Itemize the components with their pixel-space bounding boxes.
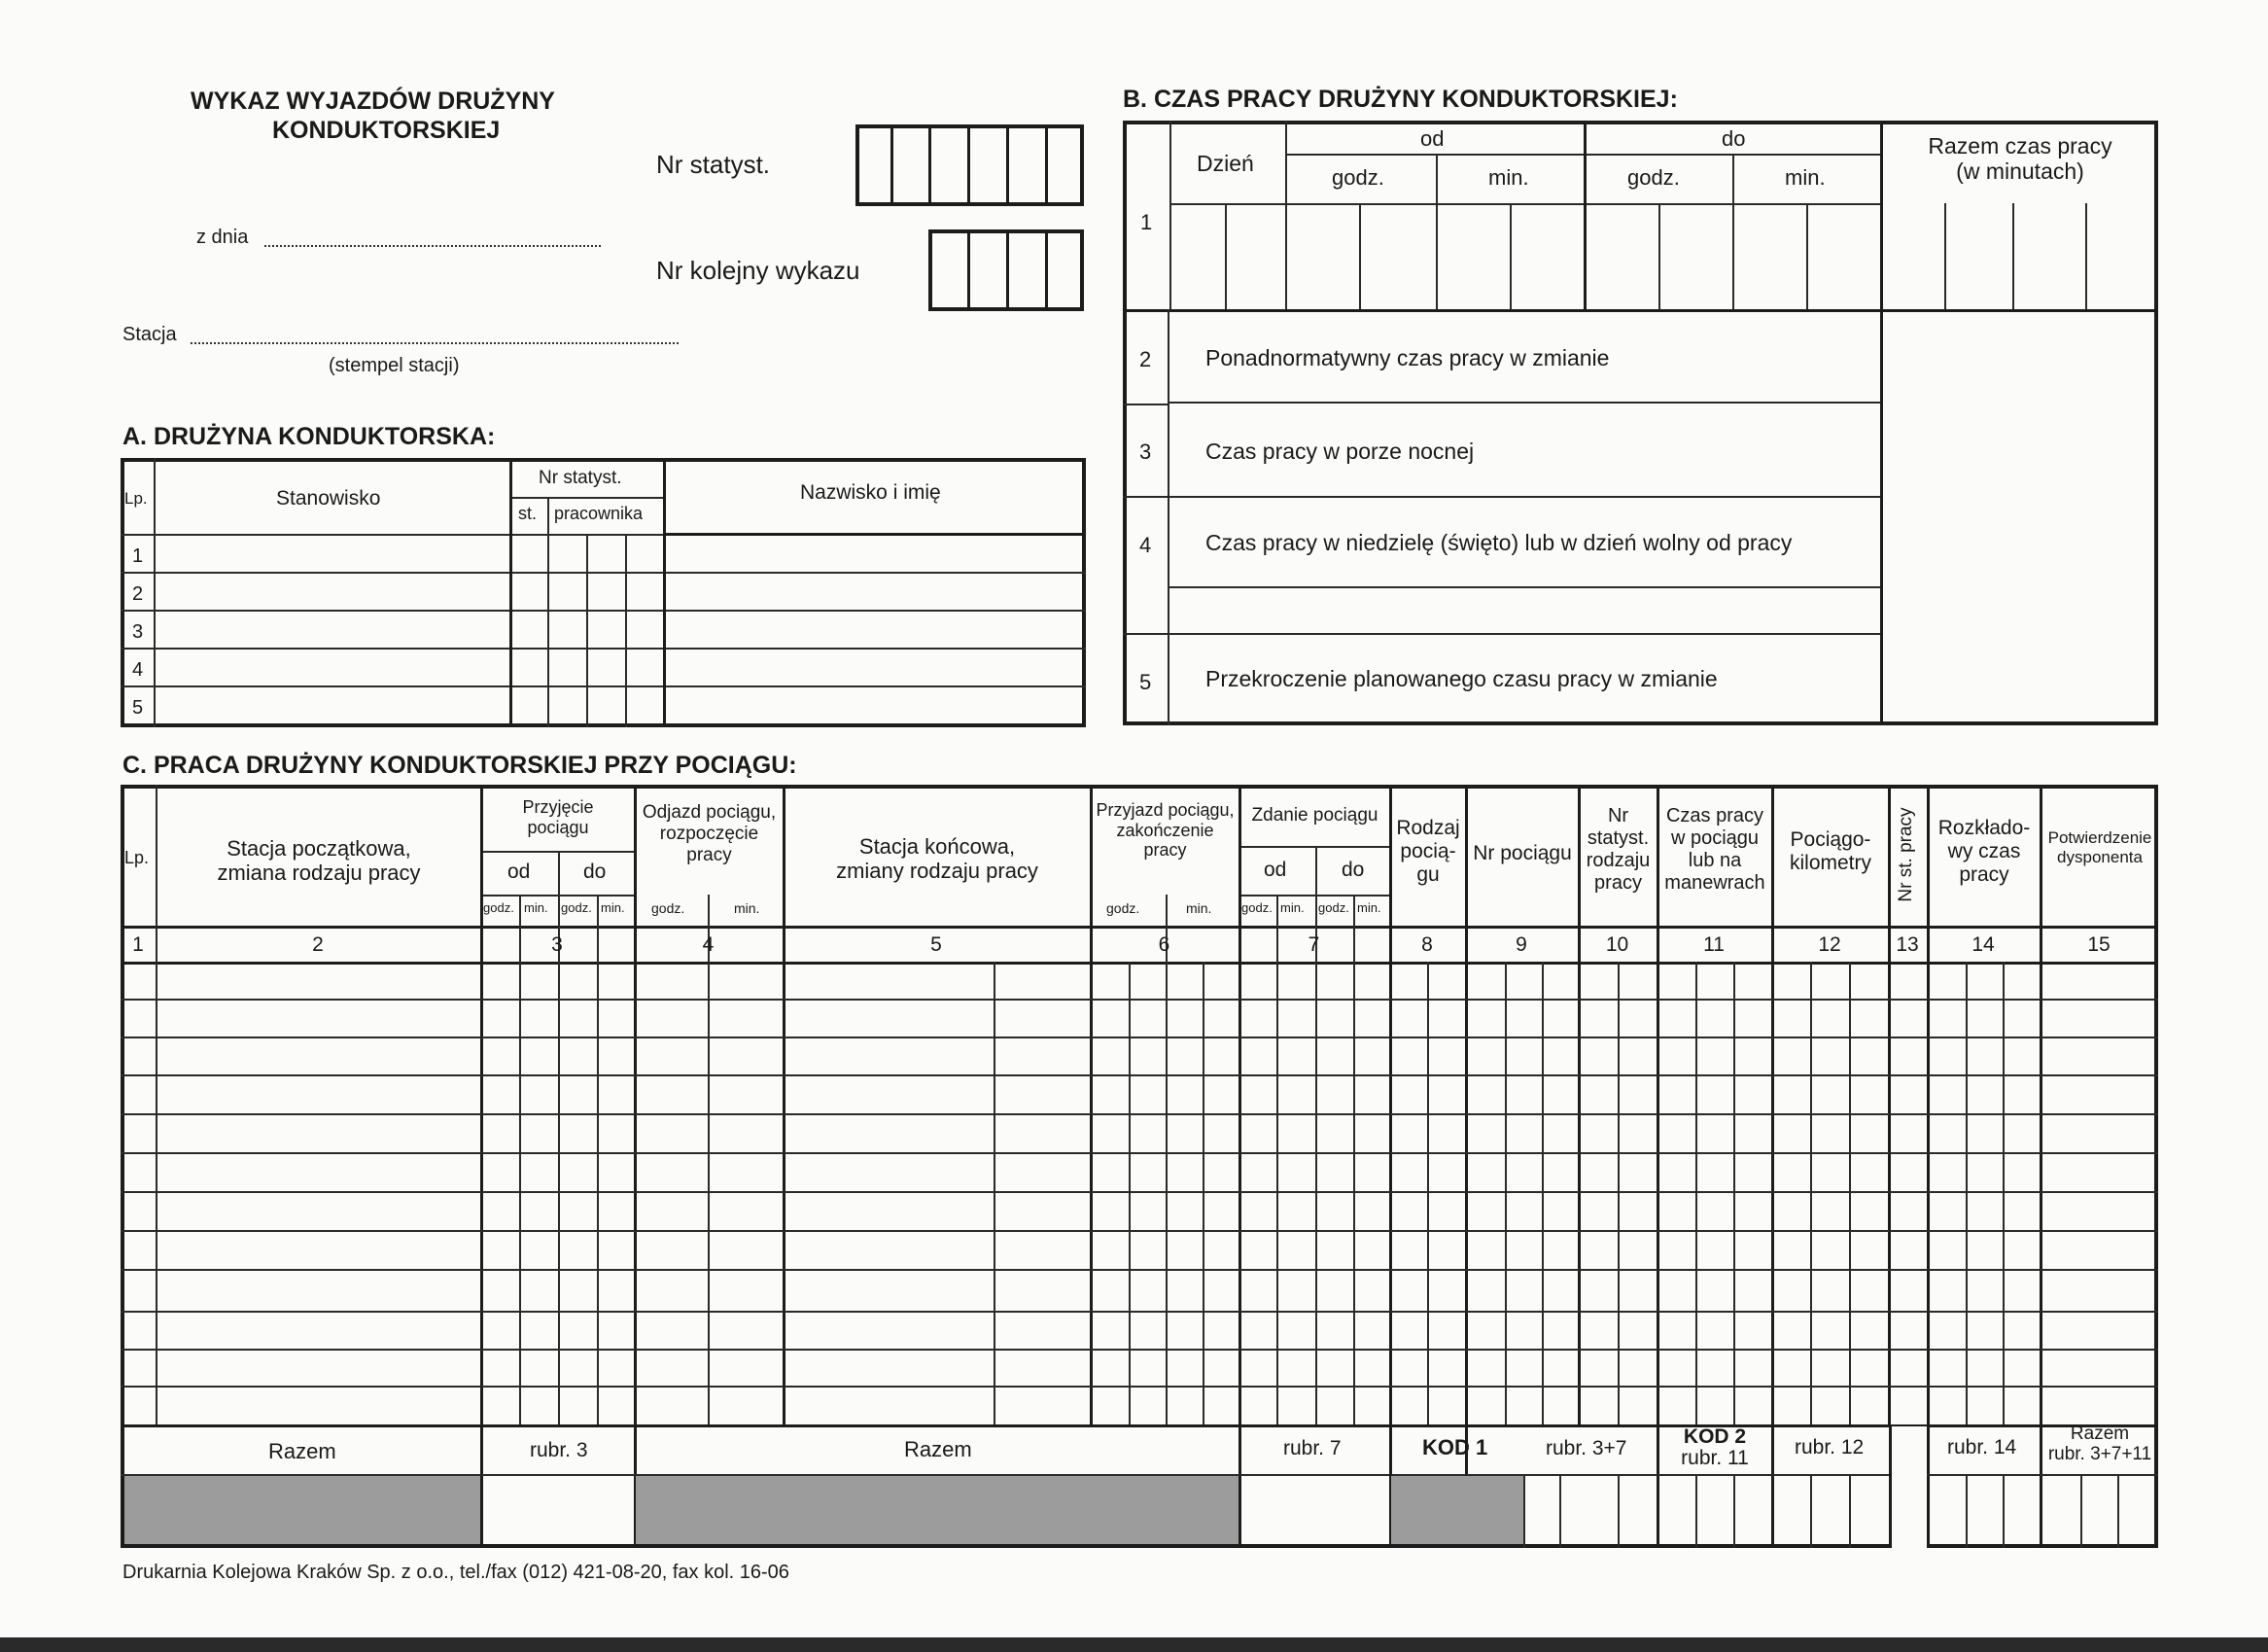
c-rubr37-label: rubr. 3+7 <box>1546 1437 1627 1459</box>
c-stacja-konc-line: zmiany rodzaju pracy <box>836 859 1038 884</box>
divider <box>121 1269 2158 1271</box>
c-rozklad-line: wy czas <box>1947 840 2021 863</box>
c-colnum: 2 <box>312 933 324 956</box>
divider <box>1285 121 1287 311</box>
c-przyjecie-header <box>482 797 634 837</box>
divider <box>1944 203 1946 311</box>
c-czas-man-line: w pociągu <box>1670 827 1760 849</box>
nr-statyst-label: Nr statyst. <box>656 150 771 179</box>
c-stacja-konc-header <box>785 834 1090 884</box>
c-rubr11-label: rubr. 11 <box>1681 1447 1749 1470</box>
c-colnum: 1 <box>132 933 144 956</box>
c-nr-statyst-line: rodzaju <box>1586 850 1651 871</box>
c-potw-line: Potwierdzenie <box>2047 828 2152 847</box>
c-przyjazd-line: zakończenie <box>1116 820 1214 840</box>
divider <box>121 926 2158 929</box>
divider <box>967 124 970 206</box>
divider <box>547 497 549 727</box>
b-row-num: 4 <box>1139 533 1152 557</box>
divider <box>665 533 1086 536</box>
section-a-title: A. DRUŻYNA KONDUKTORSKA: <box>122 423 496 450</box>
b-razem-line1: Razem czas pracy <box>1928 133 2112 158</box>
divider <box>1168 309 1169 725</box>
divider <box>121 1230 2158 1232</box>
c-rubr7-label: rubr. 7 <box>1283 1437 1342 1459</box>
c-razem3-label: Razem <box>2070 1424 2130 1444</box>
c-przyjecie-line: pociągu <box>527 817 589 837</box>
a-row-num: 1 <box>132 545 144 567</box>
c-colnum: 12 <box>1818 933 1841 956</box>
c-colnum: 8 <box>1421 933 1433 956</box>
divider <box>1559 1474 1561 1548</box>
divider <box>597 895 599 1426</box>
c-colnum: 5 <box>930 933 942 956</box>
divider <box>1806 203 1808 311</box>
divider <box>1129 962 1131 1426</box>
shaded-cell <box>636 1476 1239 1544</box>
c-nr-st-pracy-header: Nr st. pracy <box>1896 807 1916 902</box>
c-min-label: min. <box>1357 900 1381 915</box>
a-nr-statyst-header: Nr statyst. <box>539 468 622 488</box>
stacja-label: Stacja <box>122 324 177 345</box>
c-colnum: 4 <box>702 933 715 956</box>
c-godz-label: godz. <box>651 900 685 916</box>
c-nr-pociagu-header <box>1467 842 1578 865</box>
divider <box>121 1191 2158 1193</box>
divider <box>121 999 2158 1001</box>
c-colnum: 11 <box>1703 933 1725 956</box>
divider <box>663 458 666 727</box>
divider <box>1695 962 1697 1426</box>
c-czas-man-line: manewrach <box>1664 872 1765 894</box>
c-odjazd-line: Odjazd pociągu, <box>642 802 777 823</box>
c-stacja-konc-line: Stacja końcowa, <box>858 834 1016 859</box>
divider <box>2012 203 2014 311</box>
c-km-header <box>1773 828 1888 875</box>
b-row-label: Ponadnormatywny czas pracy w zmianie <box>1205 345 1610 370</box>
title-line2: KONDUKTORSKIEJ <box>272 117 501 144</box>
divider <box>634 785 637 1548</box>
divider <box>1465 785 1468 1548</box>
c-colnum: 13 <box>1896 933 1919 956</box>
c-kod1-label: KOD 1 <box>1422 1435 1488 1459</box>
c-przyjazd-line: pracy <box>1143 840 1187 861</box>
c-colnum: 3 <box>551 933 563 956</box>
c-colnum: 14 <box>1971 933 1995 956</box>
c-lp-header: Lp. <box>124 848 150 867</box>
c-rodzaj-line: pocią- <box>1400 840 1456 863</box>
divider <box>1006 124 1009 206</box>
c-km-line: kilometry <box>1789 852 1871 875</box>
stempel-label: (stempel stacji) <box>329 355 460 376</box>
c-colnum: 9 <box>1516 933 1527 956</box>
divider <box>1618 962 1620 1426</box>
divider <box>1849 1474 1851 1548</box>
b-godz-header: godz. <box>1627 165 1680 190</box>
divider <box>1353 895 1355 1426</box>
b-min-header: min. <box>1488 165 1529 190</box>
divider <box>121 962 2158 965</box>
c-przyjecie-line: Przyjęcie <box>522 797 594 817</box>
divider <box>121 1349 2158 1351</box>
c-razem2-label: Razem <box>904 1437 972 1461</box>
divider <box>1542 962 1544 1426</box>
divider <box>121 1037 2158 1038</box>
a-lp-header: Lp. <box>124 489 148 508</box>
divider <box>2003 1474 2005 1548</box>
divider <box>1006 229 1009 311</box>
divider <box>1510 203 1512 311</box>
c-colnum: 7 <box>1308 933 1320 956</box>
divider <box>1168 586 1880 588</box>
divider <box>121 1311 2158 1313</box>
divider <box>121 1386 2158 1388</box>
c-godz-label: godz. <box>1241 900 1273 915</box>
divider <box>1285 154 1880 156</box>
a-row-num: 5 <box>132 697 144 719</box>
nr-kolejny-label: Nr kolejny wykazu <box>656 256 860 285</box>
divider <box>1276 962 1278 1426</box>
c-zdanie-line: Zdanie pociągu <box>1251 805 1378 826</box>
z-dnia-label: z dnia <box>196 227 249 248</box>
divider <box>1045 124 1048 206</box>
divider <box>2003 962 2005 1426</box>
section-b-title: B. CZAS PRACY DRUŻYNY KONDUKTORSKIEJ: <box>1123 86 1678 113</box>
divider <box>1888 785 1891 1426</box>
shaded-cell <box>1892 1426 1927 1548</box>
b-row-num: 3 <box>1139 439 1152 464</box>
divider <box>121 572 1086 574</box>
scan-edge <box>0 1637 2268 1652</box>
c-rodzaj-line: Rodzaj <box>1396 817 1460 839</box>
divider <box>1927 785 1930 1548</box>
divider <box>1733 1474 1735 1548</box>
divider <box>1123 309 2158 312</box>
c-nr-statyst-line: pracy <box>1594 872 1642 894</box>
a-row-num: 2 <box>132 583 144 605</box>
divider <box>967 229 970 311</box>
c-razem3-cell <box>2041 1424 2158 1465</box>
c-rubr3711-label: rubr. 3+7+11 <box>2047 1443 2152 1464</box>
divider <box>928 124 931 206</box>
divider <box>586 534 588 727</box>
c-min-label: min. <box>1186 900 1212 916</box>
divider <box>1225 203 1227 311</box>
divider <box>1169 203 1880 205</box>
divider <box>1169 121 1171 311</box>
c-stacja-pocz-header <box>157 836 480 886</box>
c-potw-line: dysponenta <box>2057 847 2143 866</box>
divider <box>1166 895 1168 1426</box>
section-c-title: C. PRACA DRUŻYNY KONDUKTORSKIEJ PRZY POCIĄGU: <box>122 752 797 779</box>
c-czas-man-line: Czas pracy <box>1665 805 1764 826</box>
divider <box>1849 962 1851 1426</box>
divider <box>121 1424 2158 1427</box>
a-st-header: st. <box>518 504 538 523</box>
c-godz-label: godz. <box>1318 900 1349 915</box>
c-zdanie-header <box>1240 805 1389 826</box>
c-min-label: min. <box>1280 900 1305 915</box>
divider <box>480 785 483 1548</box>
divider <box>509 458 512 727</box>
c-rodzaj-line: gu <box>1416 863 1440 887</box>
divider <box>1523 1474 1525 1548</box>
c-rozklad-line: pracy <box>1959 863 2009 887</box>
divider <box>1090 785 1093 1426</box>
divider <box>519 895 521 1426</box>
divider <box>154 458 156 727</box>
c-rubr14-label: rubr. 14 <box>1947 1436 2017 1459</box>
c-nr-statyst-line: statyst. <box>1587 827 1650 849</box>
divider <box>1436 154 1438 311</box>
b-dzien-header: Dzień <box>1197 151 1254 176</box>
c-stacja-pocz-line: Stacja początkowa, <box>227 836 411 861</box>
shaded-cell <box>1391 1476 1523 1544</box>
divider <box>625 534 627 727</box>
c-od-label: od <box>507 861 531 883</box>
b-row-label: Przekroczenie planowanego czasu pracy w zmianie <box>1205 666 1718 691</box>
divider <box>121 685 1086 687</box>
c-min-label: min. <box>601 900 625 915</box>
c-rozklad-line: Rozkłado- <box>1937 817 2031 839</box>
c-rozklad-header <box>1929 817 2040 887</box>
section-c-table <box>121 785 2158 1548</box>
title-line1: WYKAZ WYJAZDÓW DRUŻYNY <box>191 88 555 115</box>
c-kod2-label: KOD 2 <box>1683 1425 1747 1448</box>
divider <box>994 962 995 1426</box>
divider <box>1584 121 1587 311</box>
a-row-num: 4 <box>132 659 144 681</box>
c-razem-label: Razem <box>268 1439 336 1463</box>
b-godz-header: godz. <box>1332 165 1384 190</box>
a-row-num: 3 <box>132 621 144 643</box>
c-godz-label: godz. <box>1106 900 1140 916</box>
c-colnum: 6 <box>1158 933 1170 956</box>
divider <box>2085 203 2087 311</box>
divider <box>2117 1474 2119 1548</box>
b-razem-line2: (w minutach) <box>1956 158 2084 185</box>
c-colnum: 10 <box>1605 933 1629 956</box>
b-row-num: 5 <box>1139 670 1152 694</box>
c-min-label: min. <box>524 900 548 915</box>
c-rubr12-label: rubr. 12 <box>1795 1436 1865 1459</box>
divider <box>1695 1474 1697 1548</box>
c-od-label: od <box>1264 859 1287 881</box>
c-stacja-pocz-line: zmiana rodzaju pracy <box>217 861 421 886</box>
stacja-field[interactable] <box>191 342 679 344</box>
printer-footer: Drukarnia Kolejowa Kraków Sp. z o.o., tel./fax (012) 421-08-20, fax kol. 16-06 <box>122 1562 789 1583</box>
divider <box>890 124 893 206</box>
c-przyjazd-header <box>1092 800 1239 861</box>
divider <box>708 895 710 1426</box>
c-min-label: min. <box>734 900 760 916</box>
b-row-label: Czas pracy w porze nocnej <box>1205 439 1475 464</box>
divider <box>1732 154 1734 311</box>
c-km-line: Pociągo- <box>1790 828 1871 851</box>
divider <box>1168 402 1880 404</box>
a-nazwisko-header: Nazwisko i imię <box>800 481 941 504</box>
c-odjazd-line: pracy <box>686 844 732 865</box>
c-godz-label: godz. <box>483 900 514 915</box>
divider <box>121 610 1086 612</box>
divider <box>1359 203 1361 311</box>
divider <box>1239 785 1241 1548</box>
b-row-num: 1 <box>1140 210 1153 234</box>
c-colnum: 15 <box>2087 933 2111 956</box>
c-rubr3-label: rubr. 3 <box>530 1439 588 1461</box>
c-rodzaj-header <box>1391 817 1465 887</box>
divider <box>121 1152 2158 1154</box>
divider <box>1618 1474 1620 1548</box>
divider <box>121 1074 2158 1076</box>
c-odjazd-line: rozpoczęcie <box>659 823 759 844</box>
divider <box>121 534 665 536</box>
divider <box>1505 962 1507 1426</box>
divider <box>1203 962 1204 1426</box>
divider <box>1123 404 1168 405</box>
c-do-label: do <box>583 861 607 883</box>
c-nr-statyst-line: Nr <box>1607 805 1629 826</box>
b-do-header: do <box>1722 126 1746 151</box>
divider <box>1733 962 1735 1426</box>
c-kod2-cell <box>1658 1426 1771 1469</box>
shaded-cell <box>124 1476 480 1544</box>
divider <box>1966 1474 1968 1548</box>
z-dnia-field[interactable] <box>264 245 601 247</box>
divider <box>2080 1474 2082 1548</box>
divider <box>1045 229 1048 311</box>
c-godz-label: godz. <box>561 900 592 915</box>
divider <box>1427 962 1429 1426</box>
b-od-header: od <box>1420 126 1445 151</box>
c-do-label: do <box>1342 859 1365 881</box>
divider <box>1771 785 1774 1548</box>
c-przyjazd-line: Przyjazd pociągu, <box>1096 800 1235 820</box>
b-row-label: Czas pracy w niedzielę (święto) lub w dzień wolny od pracy <box>1205 530 1793 555</box>
c-czas-man-header <box>1658 805 1771 895</box>
c-nr-pociagu-line: Nr pociągu <box>1473 842 1572 864</box>
divider <box>121 648 1086 650</box>
c-odjazd-header <box>636 802 783 866</box>
divider <box>1658 203 1660 311</box>
divider <box>511 497 665 499</box>
divider <box>1880 121 1883 725</box>
c-czas-man-line: lub na <box>1688 850 1742 871</box>
c-potw-header <box>2041 828 2158 866</box>
divider <box>1966 962 1968 1426</box>
c-nr-statyst-header <box>1580 805 1657 895</box>
divider <box>1123 496 1880 498</box>
divider <box>121 1113 2158 1115</box>
b-razem-header <box>1882 133 2158 185</box>
b-row-num: 2 <box>1139 347 1152 371</box>
a-pracownika-header: pracownika <box>554 504 644 523</box>
divider <box>1810 1474 1812 1548</box>
b-min-header: min. <box>1785 165 1826 190</box>
a-stanowisko-header: Stanowisko <box>276 487 381 510</box>
divider <box>1810 962 1812 1426</box>
divider <box>1123 633 1880 635</box>
